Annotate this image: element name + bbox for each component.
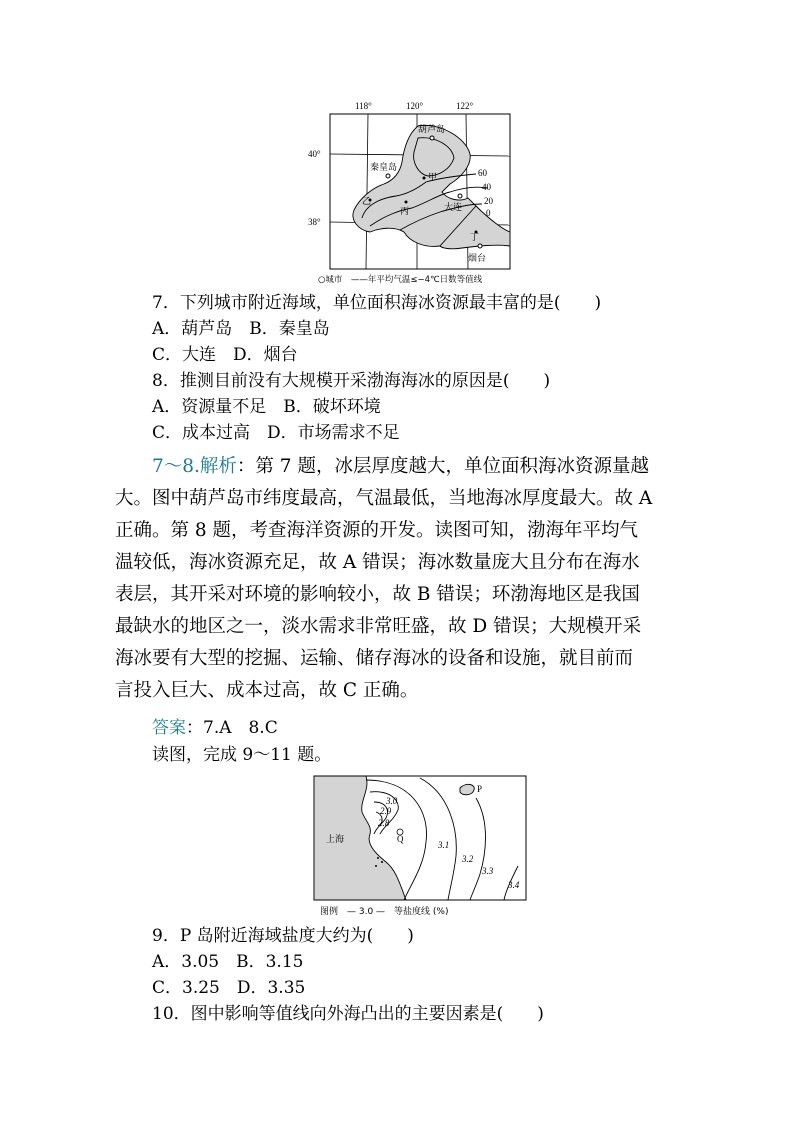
q7-options-row2: C．大连 D．烟台 [152, 345, 298, 365]
city-marker [386, 174, 390, 178]
bohai-ice-map [300, 96, 540, 286]
contour-label: 3.2 [462, 854, 474, 864]
label-qinhuangdao: 秦皇岛 [370, 163, 398, 173]
point-marker [423, 177, 426, 180]
label-huludao: 葫芦岛 [418, 125, 446, 135]
intro-text: 读图，完成 9～11 题。 [152, 745, 332, 765]
bohai-ice-map-svg [300, 96, 540, 286]
islet [375, 865, 377, 867]
answer-value: ：7.A 8.C [186, 718, 278, 738]
islet [381, 861, 383, 863]
q7-options-row1: A．葫芦岛 B．秦皇岛 [152, 319, 330, 339]
explanation-line3: 正确。第 8 题，考查海洋资源的开发。读图可知，渤海年平均气 [115, 520, 639, 541]
explanation-line6: 最缺水的地区之一，淡水需求非常旺盛，故 D 错误；大规模开采 [115, 616, 642, 637]
contour-label: 3.0 [386, 796, 398, 806]
lat-label: 38° [308, 217, 321, 227]
contour-label: 0 [486, 208, 491, 218]
q8-stem: 8．推测目前没有大规模开采渤海海冰的原因是( ) [152, 371, 551, 391]
lon-label: 120° [406, 101, 424, 111]
q7-stem: 7．下列城市附近海域，单位面积海冰资源最丰富的是( ) [152, 293, 602, 313]
contour-label: 60 [478, 168, 487, 178]
explanation-line5: 表层，其开采对环境的影响较小，故 B 错误；环渤海地区是我国 [115, 584, 640, 605]
explanation-line8: 言投入巨大、成本过高，故 C 正确。 [115, 680, 419, 701]
point-marker [405, 201, 408, 204]
explanation-text: ：第 7 题，冰层厚度越大，单位面积海冰资源量越 [236, 456, 649, 477]
label-shanghai: 上海 [326, 835, 345, 845]
salinity-map [300, 770, 540, 920]
label-yantai: 烟台 [468, 254, 487, 264]
explanation-line2: 大。图中葫芦岛市纬度最高，气温最低，当地海冰厚度最大。故 A [115, 488, 653, 509]
explanation-line4: 温较低，海冰资源充足，故 A 错误；海冰数量庞大且分布在海水 [115, 552, 640, 573]
contour-label: 3.1 [438, 840, 450, 850]
q9-stem: 9．P 岛附近海域盐度大约为( ) [152, 926, 414, 946]
label-yi: 乙 [362, 197, 372, 207]
answer-line [152, 717, 278, 739]
label-ding: 丁 [470, 233, 480, 243]
q8-options-row1: A．资源量不足 B．破坏环境 [152, 397, 381, 417]
map1-legend: ○城市 ——年平均气温≤−4℃日数等值线 [318, 275, 483, 285]
q10-stem: 10．图中影响等值线向外海凸出的主要因素是( ) [152, 1004, 544, 1024]
explanation-line1 [152, 450, 649, 483]
city-marker [458, 194, 462, 198]
lon-label: 118° [355, 101, 372, 111]
contour-label: 2.8 [378, 818, 390, 828]
label-jia: 甲 [428, 173, 438, 183]
explanation-line7: 海冰要有大型的挖掘、运输、储存海冰的设备和设施，就目前而 [115, 648, 634, 669]
contour-label: 3.3 [482, 866, 494, 876]
label-dalian: 大连 [444, 203, 463, 213]
contour-label: 20 [484, 196, 493, 206]
q9-options-row1: A．3.05 B．3.15 [152, 952, 304, 972]
q9-options-row2: C．3.25 D．3.35 [152, 978, 306, 998]
map2-legend: 图例 — 3.0 — 等盐度线 (%) [320, 907, 449, 917]
islet [377, 857, 379, 859]
label-bing: 丙 [400, 207, 410, 217]
answer-label: 答案 [152, 718, 186, 738]
explanation-label: 7～8.解析 [152, 456, 237, 477]
contour-label: 2.9 [380, 806, 392, 816]
city-marker [430, 136, 434, 140]
lon-label: 122° [456, 101, 474, 111]
island-p [460, 784, 474, 794]
salinity-map-svg [300, 770, 540, 920]
contour-label: 40 [482, 182, 491, 192]
q8-options-row2: C．成本过高 D．市场需求不足 [152, 423, 400, 443]
label-p: P [477, 784, 483, 794]
contour-label: 3.4 [508, 880, 520, 890]
lat-label: 40° [308, 149, 321, 159]
label-q: Q [397, 834, 404, 844]
city-marker [478, 244, 482, 248]
